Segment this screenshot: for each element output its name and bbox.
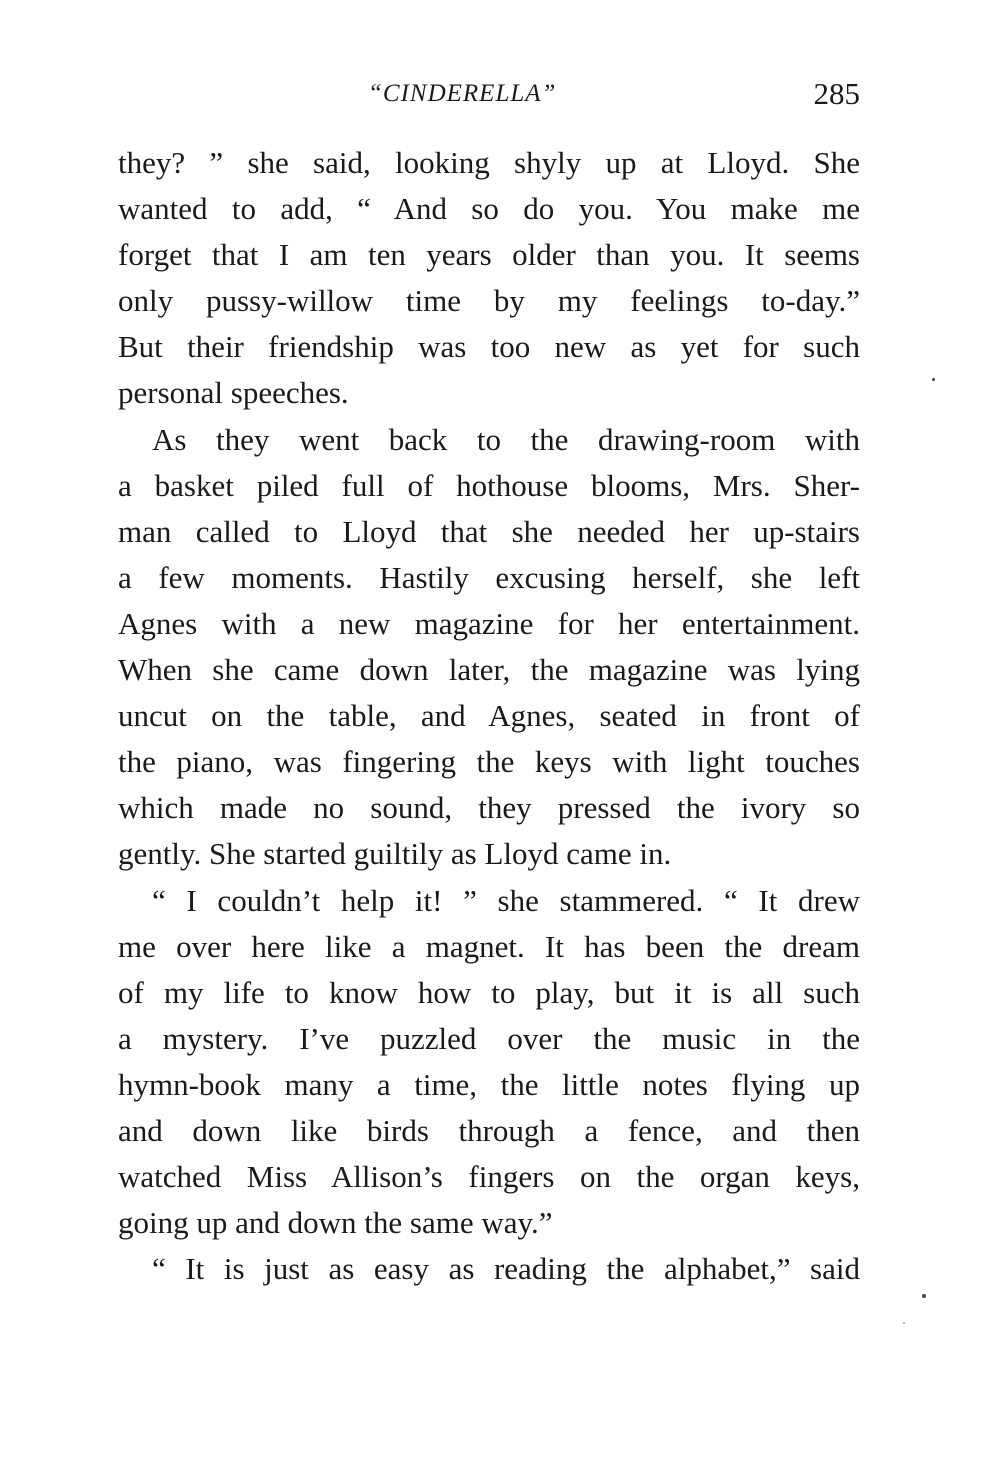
- text-line: But their friendship was too new as yet for such: [118, 329, 860, 365]
- scan-speck: [903, 1322, 905, 1324]
- text-line: forget that I am ten years older than you. It seems: [118, 237, 860, 273]
- text-line: which made no sound, they pressed the ivory so: [118, 790, 860, 826]
- text-line: wanted to add, “ And so do you. You make me: [118, 191, 860, 227]
- text-line: When she came down later, the magazine was lying: [118, 652, 860, 688]
- text-line: “ I couldn’t help it! ” she stammered. “ It drew: [152, 882, 860, 918]
- text-line: a mystery. I’ve puzzled over the music in the: [118, 1020, 860, 1056]
- scan-speck: [922, 1294, 926, 1298]
- text-line: me over here like a magnet. It has been the dream: [118, 928, 860, 964]
- text-line: they? ” she said, looking shyly up at Lloyd. She: [118, 145, 860, 180]
- text-line: and down like birds through a fence, and then: [118, 1112, 860, 1148]
- scan-speck: [932, 378, 935, 381]
- text-line: only pussy-willow time by my feelings to-day.”: [118, 283, 860, 319]
- body-text: [118, 140, 860, 1292]
- text-line: of my life to know how to play, but it is all such: [118, 974, 860, 1010]
- text-line: man called to Lloyd that she needed her up-stairs: [118, 513, 860, 549]
- page-number: 285: [813, 76, 860, 111]
- text-line: hymn-book many a time, the little notes flying up: [118, 1066, 860, 1102]
- text-line: uncut on the table, and Agnes, seated in front of: [118, 698, 860, 734]
- text-line: As they went back to the drawing-room with: [152, 421, 860, 457]
- running-title: “CINDERELLA”: [368, 80, 557, 107]
- text-line: gently. She started guiltily as Lloyd came in.: [118, 836, 672, 872]
- text-line: personal speeches.: [118, 375, 349, 411]
- text-line: a basket piled full of hothouse blooms, Mrs. Sher-: [118, 467, 860, 503]
- text-line: a few moments. Hastily excusing herself, she left: [118, 559, 860, 595]
- text-line: Agnes with a new magazine for her entertainment.: [118, 605, 860, 641]
- text-line: the piano, was fingering the keys with light touches: [118, 744, 860, 780]
- running-head: [118, 76, 860, 116]
- text-line: watched Miss Allison’s fingers on the organ keys,: [118, 1159, 860, 1195]
- text-line: “ It is just as easy as reading the alphabet,” said: [152, 1251, 860, 1287]
- text-line: going up and down the same way.”: [118, 1205, 553, 1241]
